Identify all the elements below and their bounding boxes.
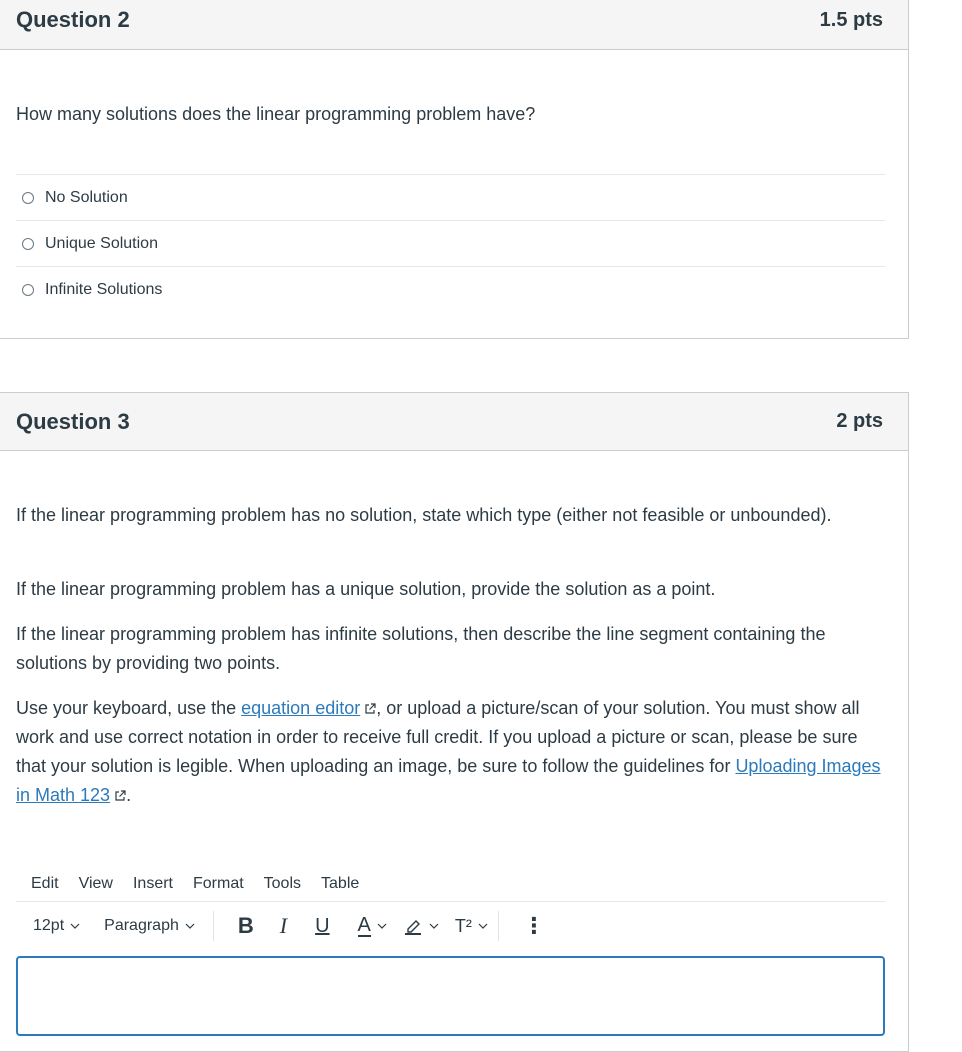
question-2-header (0, 0, 908, 50)
menu-insert[interactable]: Insert (132, 874, 173, 892)
block-format-value: Paragraph (104, 917, 179, 934)
toolbar-divider (498, 911, 499, 941)
italic-button[interactable]: I (279, 913, 288, 938)
chevron-down-icon (429, 921, 439, 931)
superscript-button[interactable] (455, 916, 488, 937)
radio-button[interactable] (22, 192, 34, 204)
menu-edit[interactable]: Edit (31, 874, 59, 892)
superscript-icon: T² (454, 915, 472, 936)
answer-unique-solution[interactable] (16, 220, 885, 266)
external-link-icon (114, 790, 126, 802)
font-size-value: 12pt (33, 917, 65, 934)
text-color-button[interactable] (358, 915, 387, 937)
menu-table[interactable]: Table (321, 874, 360, 892)
para4-text-end: . (126, 785, 132, 805)
answer-label: No Solution (45, 188, 128, 206)
para4-text: Use your keyboard, use the (16, 698, 242, 718)
question-2-title: Question 2 (16, 7, 130, 32)
question-3-paragraph-2: If the linear programming problem has a unique solution, provide the solution as a point. (16, 579, 716, 599)
question-3-header (0, 393, 908, 451)
question-2-points: 1.5 pts (819, 8, 883, 31)
question-3-paragraph-4 (16, 694, 886, 810)
external-link-icon (364, 703, 376, 715)
underline-button[interactable]: U (315, 914, 330, 937)
chevron-down-icon (478, 921, 488, 931)
bold-button[interactable]: B (237, 913, 254, 938)
uploading-images-link[interactable]: Uploading Images in Math 123 (16, 756, 881, 805)
question-3-paragraph-3: If the linear programming problem has infinite solutions, then describe the line segment containing the solutions by providing two points. (16, 624, 826, 673)
chevron-down-icon (377, 921, 387, 931)
question-2-card (0, 0, 909, 339)
menu-view[interactable]: View (78, 874, 113, 892)
answer-label: Unique Solution (45, 234, 158, 252)
radio-button[interactable] (22, 238, 34, 250)
para4-text-middle: , or upload a picture/scan of your solution. You must show all work and use correct notation in order to receive full credit. If you upload a picture or scan, please be sure that your solution is legible. When uploading an image, be sure to follow the guidelines for (16, 698, 860, 776)
editor-toolbar (16, 903, 885, 949)
block-format-dropdown[interactable] (104, 917, 195, 935)
question-3-points: 2 pts (836, 410, 883, 432)
menu-tools[interactable]: Tools (263, 874, 302, 892)
answer-text-editor[interactable] (16, 956, 885, 1036)
chevron-down-icon (70, 921, 80, 931)
menu-format[interactable]: Format (192, 874, 244, 892)
radio-button[interactable] (22, 284, 34, 296)
question-2-text: How many solutions does the linear programming problem have? (16, 104, 536, 124)
font-size-dropdown[interactable] (33, 917, 80, 935)
more-options-button[interactable]: ⋮ (522, 913, 545, 938)
chevron-down-icon (185, 921, 195, 931)
highlighter-icon (403, 916, 423, 936)
answer-no-solution[interactable] (16, 174, 885, 220)
equation-editor-link[interactable]: equation editor (241, 698, 361, 718)
question-3-paragraph-1: If the linear programming problem has no solution, state which type (either not feasible or unbounded). (16, 505, 832, 525)
question-3-title: Question 3 (16, 408, 130, 434)
highlight-color-button[interactable] (403, 916, 439, 936)
editor-menubar (16, 866, 885, 902)
toolbar-divider (213, 911, 214, 941)
question-2-answers (16, 174, 885, 312)
text-color-icon: A (357, 914, 371, 936)
answer-label: Infinite Solutions (45, 280, 163, 298)
answer-infinite-solutions[interactable] (16, 266, 885, 312)
